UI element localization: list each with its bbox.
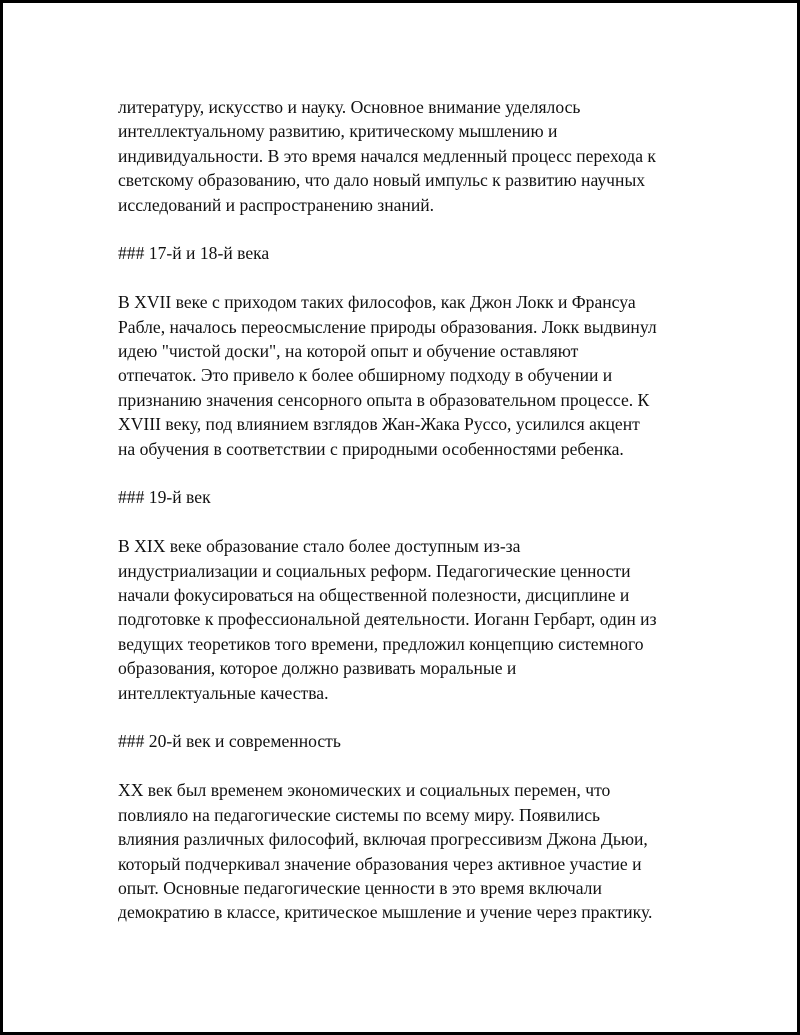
paragraph-intro-continued: литературу, искусство и науку. Основное внимание уделялось интеллектуальному развитию, критическому мышлению и индивидуальности. В это время начался медленный процесс перехода к светскому образованию, что дало новый импульс к развитию научных исследований и распространению знаний.	[118, 97, 656, 215]
paragraph-20-century-modernity: XX век был временем экономических и социальных перемен, что повлияло на педагогические системы по всему миру. Появились влияния различных философий, включая прогрессивизм Джона Дьюи, который подчеркивал значение образования через активное участие и опыт. Основные педагогические ценности в это время включали демократию в классе, критическое мышление и учение через практику.	[118, 780, 653, 923]
paragraph-17-18-century: В XVII веке с приходом таких философов, как Джон Локк и Франсуа Рабле, началось переосмысление природы образования. Локк выдвинул идею "чистой доски", на которой опыт и обучение оставляют отпечаток. Это привело к более обширному подходу в обучении и признанию значения сенсорного опыта в образовательном процессе. К XVIII веку, под влиянием взглядов Жан-Жака Руссо, усилился акцент на обучения в соответствии с природными особенностями ребенка.	[118, 292, 657, 459]
paragraph-19-century: В XIX веке образование стало более доступным из-за индустриализации и социальных реформ. Педагогические ценности начали фокусироваться на общественной полезности, дисциплине и подготовке к профессиональной деятельности. Иоганн Гербарт, один из ведущих теоретиков того времени, предложил концепцию системного образования, которое должно развивать моральные и интеллектуальные качества.	[118, 536, 657, 703]
heading-19-century: ### 19-й век	[118, 487, 211, 508]
document-body	[118, 95, 708, 949]
heading-17-18-century: ### 17-й и 18-й века	[118, 243, 270, 264]
heading-20-century-modernity: ### 20-й век и современность	[118, 731, 341, 752]
